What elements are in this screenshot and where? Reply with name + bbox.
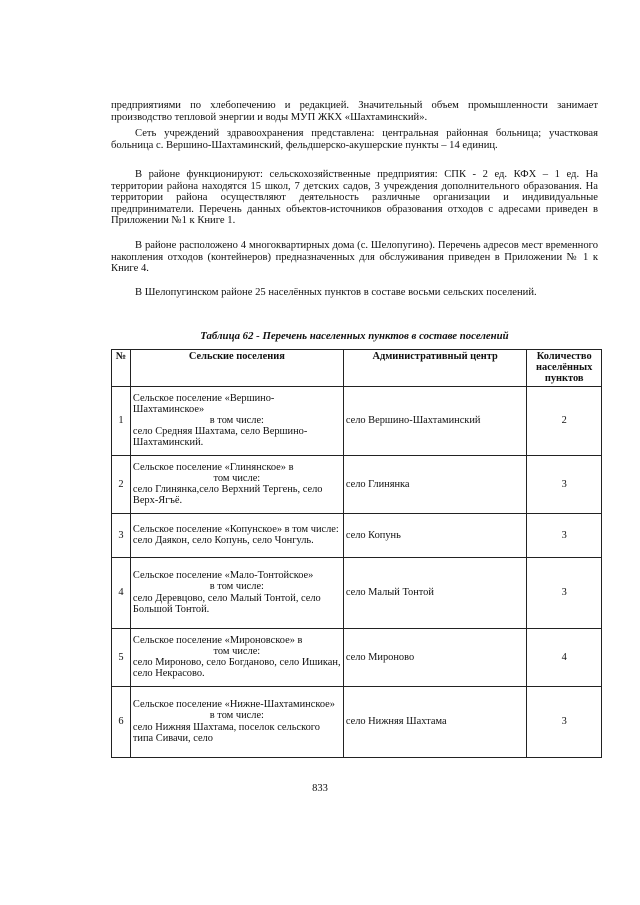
table-row <box>112 386 602 455</box>
rural-settlement-cell <box>130 386 343 455</box>
header-rural-settlements: Сельские поселения <box>130 350 343 387</box>
settlement-count-cell: 3 <box>527 686 602 757</box>
settlement-including-label: в том числе: <box>209 415 264 426</box>
administrative-center-cell: село Мироново <box>343 628 527 686</box>
administrative-center-cell: село Глинянка <box>343 455 527 513</box>
table-header-row <box>112 350 602 387</box>
settlement-villages: село Средняя Шахтама, село Вершино-Шахтаминский. <box>132 426 308 449</box>
rural-settlement-cell <box>130 557 343 628</box>
settlement-name: Сельское поселение «Мало-Тонтойское» <box>132 570 314 582</box>
paragraph-healthcare: Сеть учреждений здравоохранения представлена: центральная районная больница; участковая больница с. Вершино-Шахтаминский, фельдшерско-акушерские пункты – 14 единиц. <box>111 128 598 151</box>
settlement-name: Сельское поселение «Вершино-Шахтаминское» <box>132 392 275 415</box>
settlement-villages: село Мироново, село Богданово, село Ишикан, село Некрасово. <box>132 657 341 680</box>
header-number: № <box>112 350 131 387</box>
rural-settlement-cell <box>130 455 343 513</box>
settlement-villages: том числе: село Даякон, село Копунь, село Чонгуль. <box>132 523 339 547</box>
settlement-including-label: том числе: <box>213 645 261 657</box>
page-number: 833 <box>312 783 328 794</box>
table-caption: Таблица 62 - Перечень населенных пунктов в составе поселений <box>200 330 509 342</box>
paragraph-apartment-buildings: В районе расположено 4 многоквартирных дома (с. Шелопугино). Перечень адресов мест временного накопления отходов (контейнеров) предназначенных для обслуживания приведен в Приложении № 1 к Книге 4. <box>111 240 598 275</box>
settlement-including-label: в том числе: <box>209 710 264 722</box>
settlement-name: Сельское поселение «Глинянское» в <box>132 461 294 473</box>
header-settlement-count: Количество населённых пунктов <box>527 350 602 387</box>
rural-settlement-cell <box>130 686 343 757</box>
row-number: 4 <box>112 557 131 628</box>
settlement-villages: село Глинянка,село Верхний Тергень, село Верх-Ягъё. <box>132 484 323 507</box>
row-number: 3 <box>112 513 131 557</box>
settlement-count-cell: 3 <box>527 455 602 513</box>
settlement-villages: село Нижняя Шахтама, поселок сельского типа Сивачи, село <box>132 721 320 744</box>
settlement-including-label: том числе: <box>213 472 261 484</box>
rural-settlement-cell <box>130 628 343 686</box>
table-row <box>112 455 602 513</box>
settlement-including-label: в том числе: <box>209 581 264 593</box>
settlement-name: Сельское поселение «Нижне-Шахтаминское» <box>132 699 335 711</box>
settlement-villages: село Деревцово, село Малый Тонтой, село Большой Тонтой. <box>132 592 321 615</box>
settlement-count-cell: 3 <box>527 557 602 628</box>
settlement-count-cell: 2 <box>527 386 602 455</box>
administrative-center-cell: село Нижняя Шахтама <box>343 686 527 757</box>
row-number: 2 <box>112 455 131 513</box>
administrative-center-cell: село Вершино-Шахтаминский <box>343 386 527 455</box>
table-row <box>112 557 602 628</box>
paragraph-settlements-count: В Шелопугинском районе 25 населённых пунктов в составе восьми сельских поселений. <box>135 287 537 298</box>
settlement-count-cell: 3 <box>527 513 602 557</box>
settlement-name: Сельское поселение «Копунское» в <box>132 523 290 535</box>
settlements-table <box>111 349 602 758</box>
row-number: 6 <box>112 686 131 757</box>
settlement-count-cell: 4 <box>527 628 602 686</box>
rural-settlement-cell <box>130 513 343 557</box>
row-number: 1 <box>112 386 131 455</box>
table-row <box>112 628 602 686</box>
table-row <box>112 513 602 557</box>
table-row <box>112 686 602 757</box>
administrative-center-cell: село Малый Тонтой <box>343 557 527 628</box>
header-administrative-center: Административный центр <box>343 350 527 387</box>
paragraph-enterprises: В районе функционируют: сельскохозяйственные предприятия: СПК - 2 ед. КФХ – 1 ед. На территории района находятся 15 школ, 7 детских садов, 3 учреждения дополнительного образования. На территории района осуществляют деятельность различные организации и индивидуальные предприниматели. Перечень данных объектов-источников образования отходов с адресами приведен в Приложении №1 к Книге 1. <box>111 169 598 227</box>
row-number: 5 <box>112 628 131 686</box>
administrative-center-cell: село Копунь <box>343 513 527 557</box>
paragraph-industry: предприятиями по хлебопечению и редакцией. Значительный объем промышленности занимает производство тепловой энергии и воды МУП ЖКХ «Шахтаминский». <box>111 100 598 123</box>
settlement-name: Сельское поселение «Мироновское» в <box>132 634 303 646</box>
